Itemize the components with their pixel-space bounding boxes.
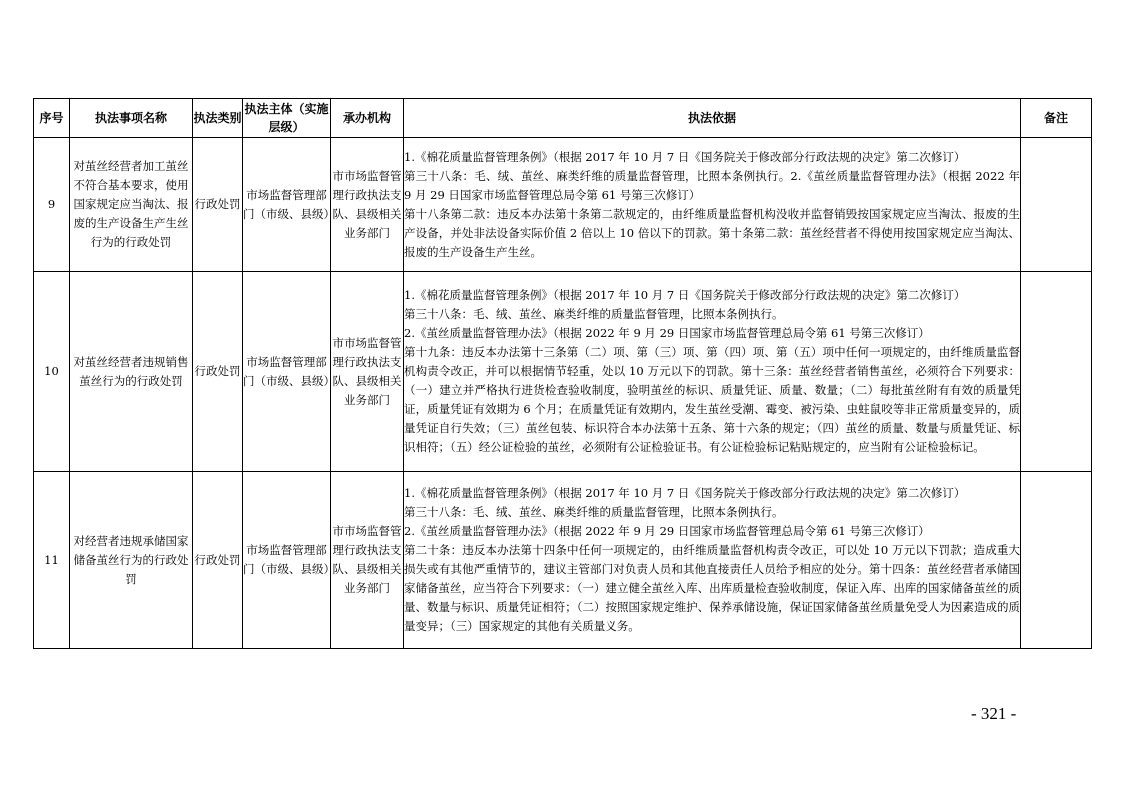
row-no: 9: [34, 138, 70, 272]
row-name: 对茧丝经营者违规销售茧丝行为的行政处罚: [70, 272, 193, 472]
header-remark: 备注: [1021, 99, 1092, 138]
row-name: 对茧丝经营者加工茧丝不符合基本要求，使用国家规定应当淘汰、报废的生产设备生产生丝行为的行政处罚: [70, 138, 193, 272]
table-row: [34, 472, 1092, 649]
row-remark: [1021, 272, 1092, 472]
row-no: 10: [34, 272, 70, 472]
basis-paragraph: 第十九条：违反本办法第十三条第（二）项、第（三）项、第（四）项、第（五）项中任何一项规定的，由纤维质量监督机构责令改正，并可以根据情节轻重，处以 10 万元以下的罚款。第十三条：茧丝经营者销售茧丝，必须符合下列要求：（一）建立并严格执行进货检查验收制度，验明茧丝的标识、质量凭证、质量、数量；（二）每批茧丝附有有效的质量凭证，质量凭证有效期为 6 个月；在质量凭证有效期内，发生茧丝受潮、霉变、被污染、虫蛀鼠咬等非正常质量变异的，质量凭证自行失效；（三）茧丝包装、标识符合本办法第十五条、第十六条的规定；（四）茧丝的质量、数量与质量凭证、标识相符；（五）经公证检验的茧丝，必须附有公证检验证书。有公证检验标记粘贴规定的，应当附有公证检验标记。: [404, 345, 1020, 454]
table-row: [34, 138, 1092, 272]
row-org: 市市场监督管理行政执法支队、县级相关业务部门: [331, 138, 404, 272]
row-remark: [1021, 138, 1092, 272]
row-subject: 市场监督管理部门（市级、县级）: [243, 272, 331, 472]
basis-paragraph: 2.《茧丝质量监督管理办法》（根据 2022 年 9 月 29 日国家市场监督管理总局令第 61 号第三次修订）: [404, 524, 930, 538]
row-basis: [404, 272, 1021, 472]
table-row: [34, 272, 1092, 472]
row-subject: 市场监督管理部门（市级、县级）: [243, 472, 331, 649]
header-no: 序号: [34, 99, 70, 138]
row-category: 行政处罚: [193, 272, 243, 472]
row-no: 11: [34, 472, 70, 649]
basis-paragraph: 第十八条第二款：违反本办法第十条第二款规定的，由纤维质量监督机构没收并监督销毁按国家规定应当淘汰、报废的生产设备，并处非法设备实际价值 2 倍以上 10 倍以下的罚款。第十条第二款：茧丝经营者不得使用按国家规定应当淘汰、报废的生产设备生产生丝。: [404, 206, 1020, 259]
row-org: 市市场监督管理行政执法支队、县级相关业务部门: [331, 472, 404, 649]
row-basis: [404, 138, 1021, 272]
row-category: 行政处罚: [193, 472, 243, 649]
basis-paragraph: 第二十条：违反本办法第十四条中任何一项规定的，由纤维质量监督机构责令改正，可以处 10 万元以下罚款；造成重大损失或有其他严重情节的，建议主管部门对负责人员和其他直接责任人员给予相应的处分。第十四条：茧丝经营者承储国家储备茧丝，应当符合下列要求：（一）建立健全茧丝入库、出库质量检查验收制度，保证入库、出库的国家储备茧丝的质量、数量与标识、质量凭证相符；（二）按照国家规定维护、保养承储设施，保证国家储备茧丝质量免受人为因素造成的质量变异；（三）国家规定的其他有关质量义务。: [404, 543, 1020, 633]
law-enforcement-table: [33, 98, 1092, 649]
basis-paragraph: 1.《棉花质量监督管理条例》（根据 2017 年 10 月 7 日《国务院关于修改部分行政法规的决定》第二次修订）: [404, 486, 966, 500]
header-category: 执法类别: [193, 99, 243, 138]
row-basis: [404, 472, 1021, 649]
table-header-row: [34, 99, 1092, 138]
header-name: 执法事项名称: [70, 99, 193, 138]
basis-paragraph: 1.《棉花质量监督管理条例》（根据 2017 年 10 月 7 日《国务院关于修改部分行政法规的决定》第二次修订）: [404, 149, 966, 164]
row-name: 对经营者违规承储国家储备茧丝行为的行政处罚: [70, 472, 193, 649]
row-category: 行政处罚: [193, 138, 243, 272]
basis-paragraph: 第三十八条：毛、绒、茧丝、麻类纤维的质量监督管理，比照本条例执行。: [404, 505, 784, 519]
row-org: 市市场监督管理行政执法支队、县级相关业务部门: [331, 272, 404, 472]
page-number: - 321 -: [971, 704, 1017, 723]
basis-paragraph: 2.《茧丝质量监督管理办法》（根据 2022 年 9 月 29 日国家市场监督管理总局令第 61 号第三次修订）: [404, 326, 930, 340]
basis-paragraph: 1.《棉花质量监督管理条例》（根据 2017 年 10 月 7 日《国务院关于修改部分行政法规的决定》第二次修订）: [404, 288, 966, 302]
basis-paragraph: 第三十八条：毛、绒、茧丝、麻类纤维的质量监督管理，比照本条例执行。2.《茧丝质量监督管理办法》（根据 2022 年 9 月 29 日国家市场监督管理总局令第 61 号第三次修订）: [404, 168, 1020, 202]
row-subject: 市场监督管理部门（市级、县级）: [243, 138, 331, 272]
basis-paragraph: 第三十八条：毛、绒、茧丝、麻类纤维的质量监督管理，比照本条例执行。: [404, 307, 784, 321]
header-org: 承办机构: [331, 99, 404, 138]
header-basis: 执法依据: [404, 99, 1021, 138]
row-remark: [1021, 472, 1092, 649]
header-subject: 执法主体（实施层级）: [243, 99, 331, 138]
